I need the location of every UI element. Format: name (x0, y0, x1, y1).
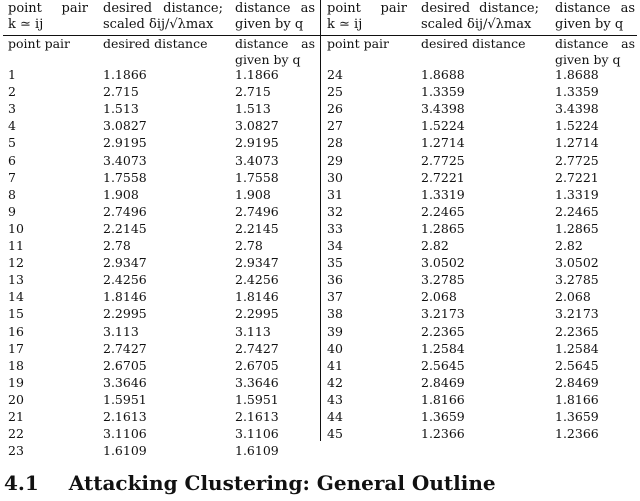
pair-index: 27 (327, 118, 343, 134)
q-distance-cell: 2.4256 (235, 272, 279, 288)
column-divider (320, 0, 321, 441)
q-distance-cell: 1.513 (235, 101, 271, 117)
pair-index: 44 (327, 409, 343, 424)
header-point-pair-right: point pair (327, 1, 407, 16)
pair-index: 17 (8, 340, 24, 356)
header-distance-as-right: distance as (555, 1, 635, 16)
q-distance-cell: 3.4398 (555, 101, 599, 117)
q-distance-cell: 2.6705 (235, 357, 279, 373)
header-scaled-right: scaled δij/√λmax (421, 17, 532, 32)
pair-index: 36 (327, 272, 343, 288)
desired-distance-cell: 2.068 (421, 289, 457, 305)
pair-index: 6 (8, 152, 16, 168)
pair-index: 4 (8, 118, 16, 134)
pair-index: 39 (327, 323, 343, 339)
desired-distance-cell: 1.513 (103, 101, 139, 117)
header-distance-as: distance as (235, 1, 315, 16)
q-distance-cell: 3.113 (235, 323, 271, 339)
desired-distance-cell: 2.7725 (421, 152, 465, 168)
q-distance-cell: 1.908 (235, 186, 271, 202)
q-distance-cell: 2.9195 (235, 135, 279, 151)
q-distance-cell: 1.6109 (235, 443, 279, 459)
pair-index: 34 (327, 238, 343, 253)
q-distance-cell: 1.5224 (555, 118, 599, 134)
pair-index: 8 (8, 186, 16, 202)
pair-index: 21 (8, 409, 24, 424)
pair-index: 10 (8, 220, 24, 236)
subheader-given-by-q-right: given by q (555, 52, 621, 67)
pair-index: 19 (8, 374, 24, 390)
pair-index: 13 (8, 272, 24, 288)
subheader-distance-as-right: distance as (555, 36, 635, 51)
desired-distance-cell: 2.7496 (103, 203, 147, 219)
q-distance-cell: 1.3319 (555, 186, 599, 202)
pair-index: 38 (327, 306, 343, 322)
pair-index: 42 (327, 374, 343, 390)
desired-distance-cell: 2.715 (103, 84, 139, 100)
desired-distance-cell: 1.6109 (103, 443, 147, 459)
q-distance-cell: 3.3646 (235, 374, 279, 390)
q-distance-cell: 1.8166 (555, 391, 599, 407)
q-distance-cell: 1.2366 (555, 426, 599, 442)
pair-index: 11 (8, 238, 24, 253)
pair-index: 15 (8, 306, 24, 322)
q-distance-cell: 3.0827 (235, 118, 279, 134)
desired-distance-cell: 2.78 (103, 238, 131, 253)
header-given-by-q: given by q (235, 17, 304, 32)
q-distance-cell: 1.1866 (235, 67, 279, 82)
pair-index: 18 (8, 357, 24, 373)
pair-index: 24 (327, 67, 343, 82)
q-distance-cell: 2.2145 (235, 220, 279, 236)
subheader-given-by-q: given by q (235, 52, 301, 67)
pair-index: 28 (327, 135, 343, 151)
q-distance-cell: 2.2365 (555, 323, 599, 339)
desired-distance-cell: 1.8146 (103, 289, 147, 305)
q-distance-cell: 1.2714 (555, 135, 599, 151)
desired-distance-cell: 1.8166 (421, 391, 465, 407)
q-distance-cell: 1.3659 (555, 409, 599, 424)
header-given-by-q-right: given by q (555, 17, 624, 32)
q-distance-cell: 2.7221 (555, 169, 599, 185)
pair-index: 9 (8, 203, 16, 219)
desired-distance-cell: 3.2785 (421, 272, 465, 288)
desired-distance-cell: 1.908 (103, 186, 139, 202)
desired-distance-cell: 2.9347 (103, 255, 147, 271)
pair-index: 3 (8, 101, 16, 117)
q-distance-cell: 1.3359 (555, 84, 599, 100)
pair-index: 31 (327, 186, 343, 202)
desired-distance-cell: 2.2145 (103, 220, 147, 236)
pair-index: 37 (327, 289, 343, 305)
desired-distance-cell: 1.5224 (421, 118, 465, 134)
desired-distance-cell: 3.1106 (103, 426, 147, 442)
desired-distance-cell: 1.8688 (421, 67, 465, 82)
header-k-ij-right: k ≃ ij (327, 17, 363, 32)
q-distance-cell: 2.7427 (235, 340, 279, 356)
pair-index: 20 (8, 391, 24, 407)
desired-distance-cell: 3.4073 (103, 152, 147, 168)
section-heading (4, 470, 496, 496)
header-scaled: scaled δij/√λmax (103, 17, 214, 32)
q-distance-cell: 2.7496 (235, 203, 279, 219)
desired-distance-cell: 2.2365 (421, 323, 465, 339)
desired-distance-cell: 2.2465 (421, 203, 465, 219)
pair-index: 40 (327, 340, 343, 356)
pair-index: 2 (8, 84, 16, 100)
desired-distance-cell: 1.3659 (421, 409, 465, 424)
pair-index: 33 (327, 220, 343, 236)
pair-index: 35 (327, 255, 343, 271)
pair-index: 14 (8, 289, 24, 305)
q-distance-cell: 2.715 (235, 84, 271, 100)
desired-distance-cell: 1.2584 (421, 340, 465, 356)
desired-distance-cell: 1.2366 (421, 426, 465, 442)
header-k-ij: k ≃ ij (8, 17, 44, 32)
desired-distance-cell: 3.2173 (421, 306, 465, 322)
q-distance-cell: 2.2995 (235, 306, 279, 322)
desired-distance-cell: 3.0827 (103, 118, 147, 134)
subheader-point-pair: point pair (8, 36, 70, 51)
pair-index: 45 (327, 426, 343, 442)
q-distance-cell: 3.2173 (555, 306, 599, 322)
q-distance-cell: 1.7558 (235, 169, 279, 185)
section-title: Attacking Clustering: General Outline (68, 471, 496, 495)
q-distance-cell: 1.8146 (235, 289, 279, 305)
subheader-point-pair-right: point pair (327, 36, 389, 51)
desired-distance-cell: 1.2865 (421, 220, 465, 236)
subheader-distance-as: distance as (235, 36, 315, 51)
pair-index: 1 (8, 67, 16, 82)
pair-index: 12 (8, 255, 24, 271)
desired-distance-cell: 2.5645 (421, 357, 465, 373)
desired-distance-cell: 2.8469 (421, 374, 465, 390)
header-desired-distance: desired distance; (103, 1, 223, 16)
pair-index: 23 (8, 443, 24, 459)
pair-index: 29 (327, 152, 343, 168)
q-distance-cell: 2.7725 (555, 152, 599, 168)
pair-index: 30 (327, 169, 343, 185)
q-distance-cell: 1.2865 (555, 220, 599, 236)
pair-index: 25 (327, 84, 343, 100)
q-distance-cell: 2.8469 (555, 374, 599, 390)
header-point-pair: point pair (8, 1, 88, 16)
desired-distance-cell: 1.2714 (421, 135, 465, 151)
pair-index: 32 (327, 203, 343, 219)
desired-distance-cell: 2.7427 (103, 340, 147, 356)
desired-distance-cell: 2.9195 (103, 135, 147, 151)
q-distance-cell: 2.5645 (555, 357, 599, 373)
desired-distance-cell: 2.7221 (421, 169, 465, 185)
q-distance-cell: 3.4073 (235, 152, 279, 168)
section-number: 4.1 (4, 471, 39, 495)
pair-index: 7 (8, 169, 16, 185)
q-distance-cell: 1.2584 (555, 340, 599, 356)
q-distance-cell: 3.1106 (235, 426, 279, 442)
desired-distance-cell: 3.113 (103, 323, 139, 339)
pair-index: 41 (327, 357, 343, 373)
pair-index: 26 (327, 101, 343, 117)
desired-distance-cell: 1.3319 (421, 186, 465, 202)
q-distance-cell: 2.068 (555, 289, 591, 305)
header-desired-distance-right: desired distance; (421, 1, 539, 16)
q-distance-cell: 2.78 (235, 238, 263, 253)
q-distance-cell: 3.0502 (555, 255, 599, 271)
subheader-desired-distance: desired distance (103, 36, 208, 51)
desired-distance-cell: 1.3359 (421, 84, 465, 100)
q-distance-cell: 2.9347 (235, 255, 279, 271)
desired-distance-cell: 1.5951 (103, 391, 147, 407)
desired-distance-cell: 2.82 (421, 238, 449, 253)
pair-index: 43 (327, 391, 343, 407)
desired-distance-cell: 2.1613 (103, 409, 147, 424)
q-distance-cell: 1.5951 (235, 391, 279, 407)
q-distance-cell: 1.8688 (555, 67, 599, 82)
pair-index: 5 (8, 135, 16, 151)
desired-distance-cell: 3.4398 (421, 101, 465, 117)
subheader-desired-distance-right: desired distance (421, 36, 526, 51)
desired-distance-cell: 1.7558 (103, 169, 147, 185)
q-distance-cell: 2.1613 (235, 409, 279, 424)
desired-distance-cell: 3.3646 (103, 374, 147, 390)
desired-distance-cell: 2.2995 (103, 306, 147, 322)
q-distance-cell: 2.82 (555, 238, 583, 253)
desired-distance-cell: 3.0502 (421, 255, 465, 271)
desired-distance-cell: 2.4256 (103, 272, 147, 288)
q-distance-cell: 3.2785 (555, 272, 599, 288)
pair-index: 22 (8, 426, 24, 442)
q-distance-cell: 2.2465 (555, 203, 599, 219)
pair-index: 16 (8, 323, 24, 339)
desired-distance-cell: 2.6705 (103, 357, 147, 373)
desired-distance-cell: 1.1866 (103, 67, 147, 82)
